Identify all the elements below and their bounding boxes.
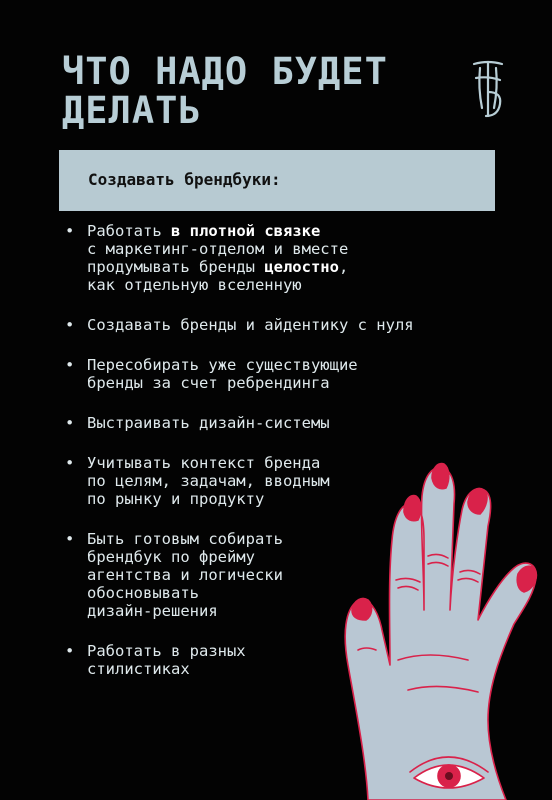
item-text: Учитывать контекст бренда	[87, 454, 321, 472]
hand-with-eye-icon	[338, 460, 552, 800]
list-item	[62, 222, 502, 294]
item-text: агентства и логически	[87, 566, 283, 584]
bullet: •	[65, 316, 75, 334]
item-text: Выстраивать дизайн-системы	[87, 414, 330, 432]
item-text: бренды за счет ребрендинга	[87, 374, 330, 392]
item-text: по целям, задачам, вводным	[87, 472, 330, 490]
item-text: Пересобирать уже существующие	[87, 356, 358, 374]
item-text: продумывать бренды	[87, 258, 265, 276]
banner-label: Создавать брендбуки:	[88, 170, 281, 189]
list-item	[62, 414, 502, 432]
list-item	[62, 316, 502, 334]
item-text-bold: в плотной связке	[171, 222, 321, 240]
item-text: как отдельную вселенную	[87, 276, 302, 294]
item-text: обосновывать	[87, 584, 199, 602]
item-text: с маркетинг-отделом и вместе	[87, 240, 349, 258]
item-text-bold: целостно	[264, 258, 339, 276]
tb-monogram-icon	[470, 58, 506, 122]
item-text: стилистиках	[87, 660, 190, 678]
title-line-1: ЧТО НАДО БУДЕТ	[62, 50, 388, 93]
item-text: Создавать бренды и айдентику с нуля	[87, 316, 414, 334]
subtitle-banner	[59, 150, 495, 211]
list-item	[62, 356, 502, 392]
item-text: брендбук по фрейму	[87, 548, 255, 566]
item-text: ,	[338, 258, 349, 276]
bullet: •	[65, 454, 75, 472]
item-text: дизайн-решения	[87, 602, 218, 620]
title-line-2: ДЕЛАТЬ	[62, 89, 202, 132]
bullet: •	[65, 642, 75, 660]
bullet: •	[65, 356, 75, 374]
page-title	[62, 52, 462, 130]
bullet: •	[65, 530, 75, 548]
item-text: Работать	[87, 222, 171, 240]
bullet: •	[65, 414, 75, 432]
item-text: по рынку и продукту	[87, 490, 265, 508]
item-text: Быть готовым собирать	[87, 530, 283, 548]
bullet: •	[65, 222, 75, 240]
item-text: Работать в разных	[87, 642, 246, 660]
